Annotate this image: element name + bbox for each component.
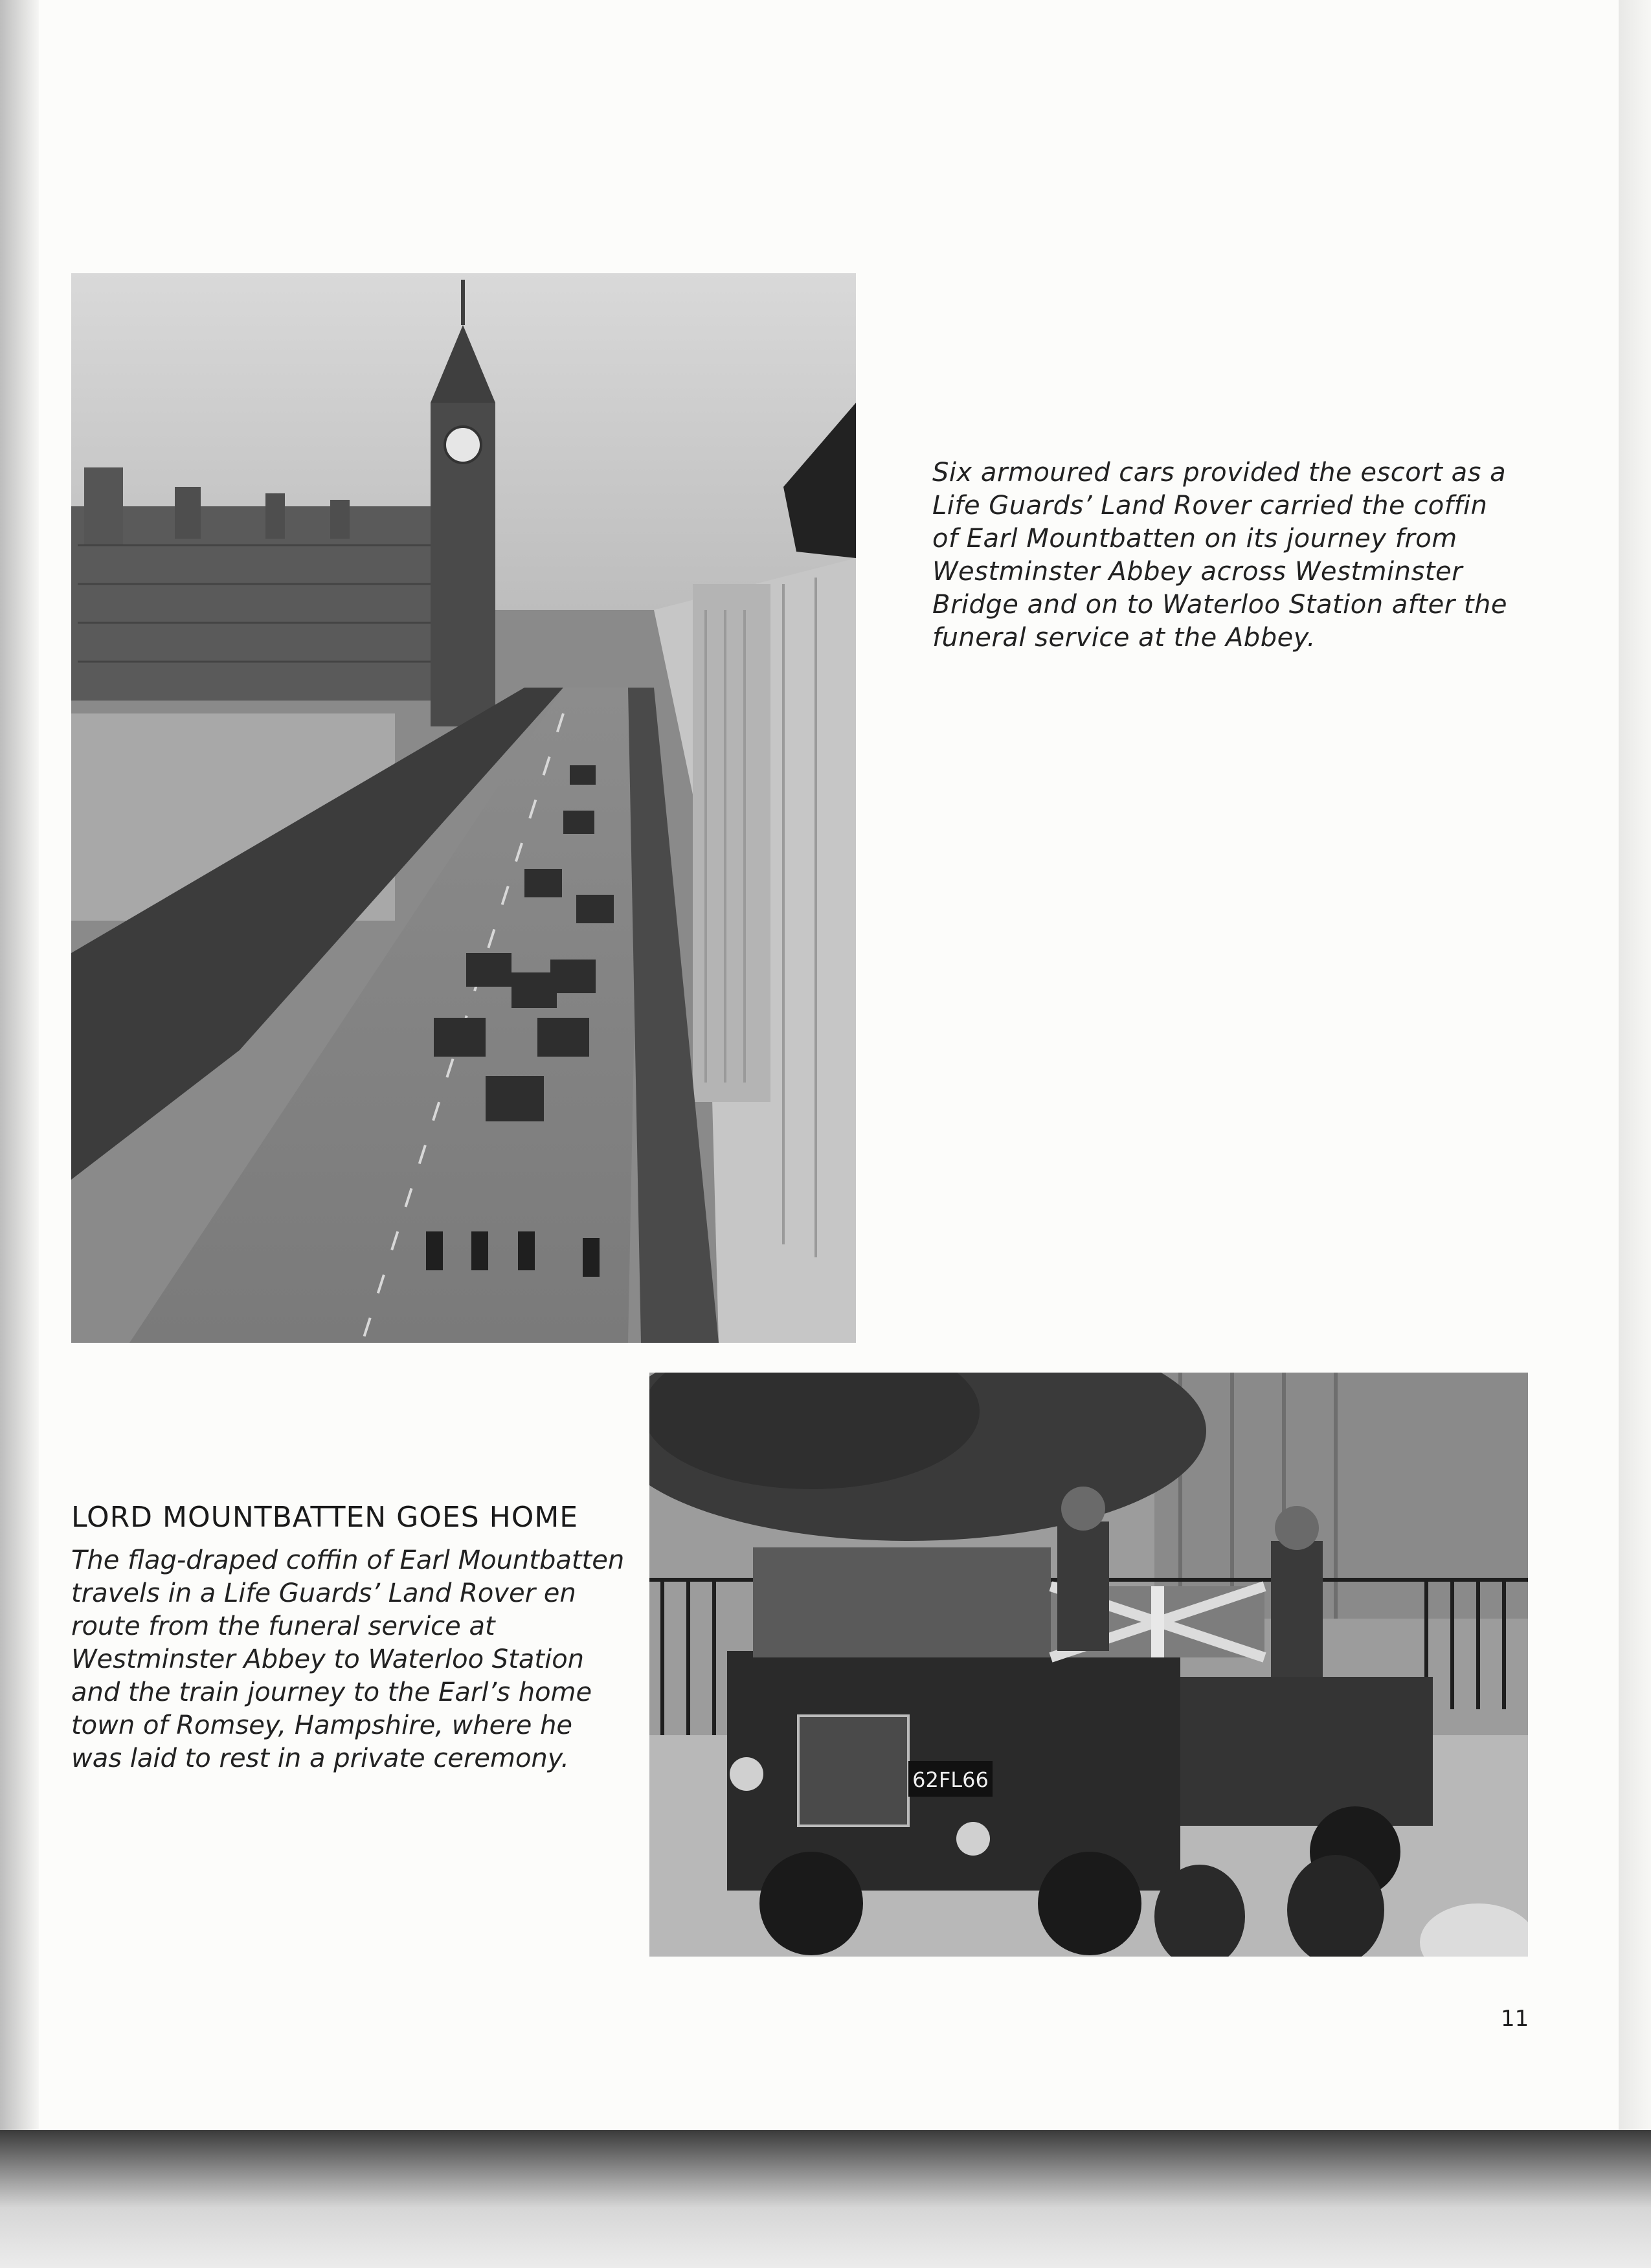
license-plate: 62FL66 (912, 1768, 989, 1792)
binding-shadow (0, 0, 39, 2137)
section-heading: LORD MOUNTBATTEN GOES HOME (71, 1501, 579, 1534)
land-rover-photo-illustration (649, 1373, 1528, 1957)
top-photo-caption: Six armoured cars provided the escort as a Life Guards’ Land Rover carried the coffin of Earl Mountbatten on its journey from Westminster Abbey across Westminster Bridge and on to Waterloo Station after the funeral service at the Abbey. (932, 458, 1507, 653)
bridge-photo-illustration (71, 273, 856, 1343)
photo-land-rover-coffin (649, 1373, 1528, 1957)
bottom-photo-caption: The flag-draped coffin of Earl Mountbatten travels in a Life Guards’ Land Rover en route from the funeral service at Westminster Abbey to Waterloo Station and the train journey to the Earl’s home town of Romsey, Hampshire, where he was laid to rest in a private ceremony. (71, 1545, 625, 1773)
photo-westminster-bridge-procession (71, 273, 856, 1343)
page-bottom-edge (0, 2130, 1651, 2268)
page-right-edge (1619, 0, 1651, 2268)
page-number: 11 (1501, 2006, 1529, 2032)
